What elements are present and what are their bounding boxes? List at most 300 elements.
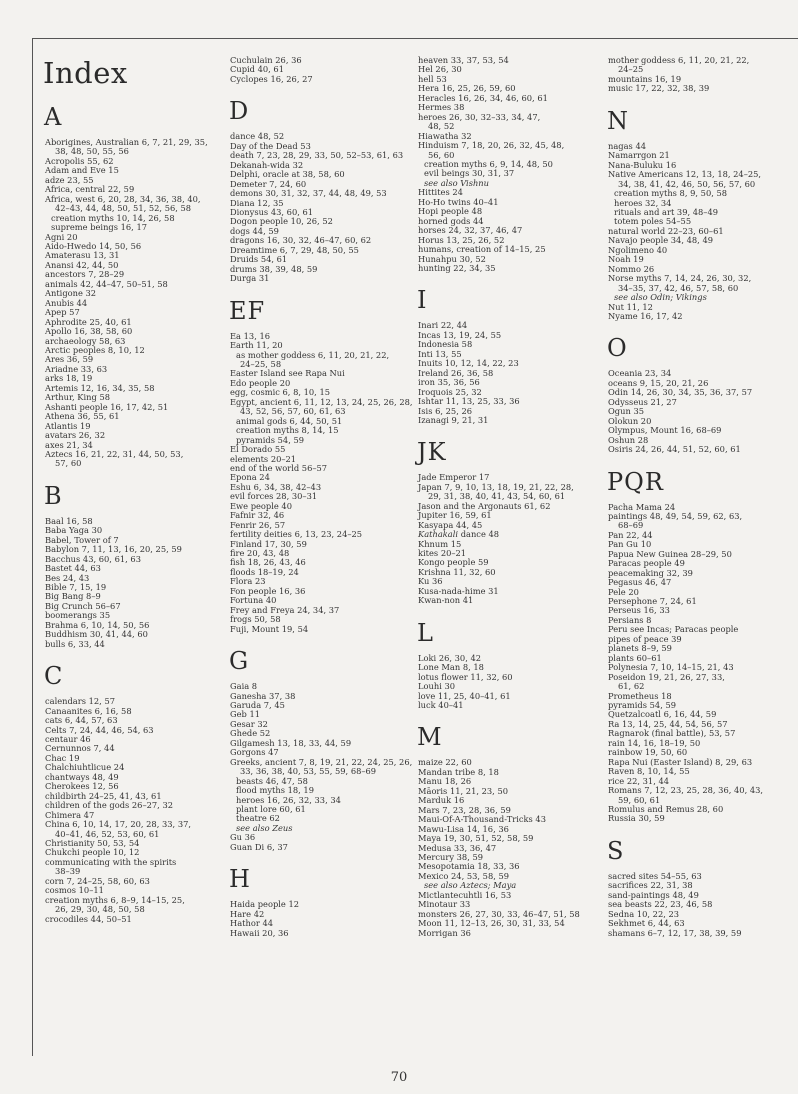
index-see-also: see also Zeus [236, 822, 293, 833]
index-entry: Gilgamesh 13, 18, 33, 44, 59 [230, 737, 352, 748]
index-entry: paintings 48, 49, 54, 59, 62, 63, [608, 510, 743, 521]
index-entry: Mars 7, 23, 28, 36, 59 [418, 804, 511, 815]
index-entry: Hiawatha 32 [418, 130, 472, 141]
index-entry: Ganesha 37, 38 [230, 690, 296, 701]
index-entry: centaur 46 [45, 734, 91, 745]
index-entry-continuation: 33, 36, 38, 40, 53, 55, 59, 68–69 [240, 766, 377, 777]
section-letter: O [607, 334, 628, 363]
index-entry: Christianity 50, 53, 54 [45, 838, 140, 848]
index-entry: corn 7, 24–25, 58, 60, 63 [45, 875, 150, 886]
index-entry: Celts 7, 24, 44, 46, 54, 63 [45, 724, 154, 735]
index-entry: ancestors 7, 28–29 [45, 269, 125, 280]
index-entry: Fenrir 26, 57 [230, 519, 286, 530]
index-entry: Osiris 24, 26, 44, 51, 52, 60, 61 [608, 444, 741, 455]
index-entry: communicating with the spirits [45, 856, 177, 867]
index-entry: Hinduism 7, 18, 20, 26, 32, 45, 48, [418, 140, 565, 151]
section-letter: M [417, 723, 443, 752]
index-entry: Apollo 16, 38, 58, 60 [45, 326, 133, 337]
index-entry: Big Crunch 56–67 [45, 600, 121, 611]
index-entry-continuation: 48, 52 [428, 121, 455, 132]
index-entry-continuation: 57, 60 [55, 458, 82, 469]
index-entry: Hel 26, 30 [418, 64, 462, 75]
index-entry: Inari 22, 44 [418, 320, 468, 331]
index-entry: Nyame 16, 17, 42 [608, 310, 683, 321]
page-number: 70 [390, 1070, 408, 1085]
section-letter: N [607, 106, 629, 135]
index-entry: Odin 14, 26, 30, 34, 35, 36, 37, 57 [608, 387, 753, 398]
index-entry: Atlantis 19 [45, 420, 91, 431]
index-entry: Big Bang 8–9 [45, 591, 101, 602]
index-entry: Aphrodite 25, 40, 61 [45, 316, 132, 327]
index-entry: Hathor 44 [230, 918, 274, 929]
index-entry: Bacchus 43, 60, 61, 63 [45, 553, 141, 564]
index-entry: Babel, Tower of 7 [45, 534, 119, 545]
index-entry: Sedna 10, 22, 23 [608, 908, 680, 919]
index-entry: Cherokees 12, 56 [45, 781, 119, 792]
section-letter: G [229, 647, 250, 676]
index-entry: Pacha Mama 24 [608, 501, 676, 512]
index-entry: Paracas people 49 [608, 558, 685, 569]
index-entry: Anansi 42, 44, 50 [45, 259, 119, 270]
index-entry: Geb 11 [230, 709, 261, 720]
index-entry: kites 20–21 [418, 548, 467, 559]
index-entry: Romulus and Remus 28, 60 [608, 804, 724, 814]
section-letter: I [417, 286, 428, 315]
index-entry: shamans 6–7, 12, 17, 38, 39, 59 [608, 927, 742, 938]
index-entry: Persians 8 [608, 614, 652, 625]
index-entry: sea beasts 22, 23, 46, 58 [608, 899, 713, 910]
index-entry: Mexico 24, 53, 58, 59 [418, 870, 510, 881]
index-entry: Poseidon 19, 21, 26, 27, 33, [608, 671, 725, 682]
index-entry: Olokun 20 [608, 415, 652, 426]
index-entry: animals 42, 44–47, 50–51, 58 [45, 278, 168, 289]
index-entry: Easter Island see Rapa Nui [230, 368, 345, 379]
index-entry: bulls 6, 33, 44 [45, 638, 105, 649]
index-entry: Demeter 7, 24, 60 [230, 178, 307, 189]
index-entry: China 6, 10, 14, 17, 20, 28, 33, 37, [45, 819, 192, 830]
index-entry: elements 20–21 [230, 453, 297, 464]
index-entry: Ku 36 [418, 576, 443, 587]
index-entry: adze 23, 55 [45, 174, 94, 185]
index-entry: frogs 50, 58 [230, 614, 281, 625]
index-entry: sacred sites 54–55, 63 [608, 870, 702, 881]
index-entry: Delphi, oracle at 38, 58, 60 [230, 169, 345, 180]
index-entry: Cernunnos 7, 44 [45, 743, 115, 754]
index-entry: horses 24, 32, 37, 46, 47 [418, 225, 523, 236]
index-entry: Medusa 33, 36, 47 [418, 842, 497, 853]
index-entry: Fortuna 40 [230, 595, 277, 606]
index-entry: Hunahpu 30, 52 [418, 253, 486, 264]
index-entry: Iroquois 25, 32 [418, 386, 482, 397]
index-entry: Hittites 24 [418, 187, 463, 198]
index-entry: Chimera 47 [45, 809, 95, 820]
index-entry: Jason and the Argonauts 61, 62 [418, 500, 551, 511]
index-subentry: totem poles 54–55 [614, 216, 692, 227]
index-entry: Africa, central 22, 59 [45, 184, 135, 195]
index-entry: Ishtar 11, 13, 25, 33, 36 [418, 396, 520, 407]
index-entry: Hera 16, 25, 26, 59, 60 [418, 83, 516, 94]
index-entry: Hare 42 [230, 908, 265, 919]
index-entry: Native Americans 12, 13, 18, 24–25, [608, 169, 762, 180]
index-entry: Earth 11, 20 [230, 340, 283, 351]
index-entry: lotus flower 11, 32, 60 [418, 671, 513, 682]
index-entry: Brahma 6, 10, 14, 50, 56 [45, 619, 150, 630]
index-entry: Dionysus 43, 60, 61 [230, 206, 314, 217]
index-subentry: plant lore 60, 61 [236, 804, 306, 814]
index-entry: sacrifices 22, 31, 38 [608, 880, 693, 891]
index-entry-continuation: 38, 48, 50, 55, 56 [55, 146, 129, 157]
index-subentry: heroes 16, 26, 32, 33, 34 [236, 794, 341, 805]
index-entry: Kwan-non 41 [418, 595, 474, 606]
index-entry: humans, creation of 14–15, 25 [418, 244, 546, 255]
index-entry: Bes 24, 43 [45, 572, 90, 583]
index-entry: Ariadne 33, 63 [45, 363, 108, 374]
index-entry: Buddhism 30, 41, 44, 60 [45, 629, 148, 640]
index-entry: Hawaii 20, 36 [230, 927, 289, 938]
index-entry-pages: dance 48 [458, 529, 500, 540]
index-entry: Oceania 23, 34 [608, 368, 672, 379]
index-entry: Agni 20 [45, 231, 78, 242]
index-entry-continuation: 43, 52, 56, 57, 60, 61, 63 [240, 406, 346, 417]
index-entry: Fon people 16, 36 [230, 585, 306, 596]
index-entry: Pele 20 [608, 586, 639, 597]
index-entry: Peru see Incas; Paracas people [608, 624, 739, 635]
index-entry: hell 53 [418, 73, 447, 84]
index-entry: rain 14, 16, 18–19, 50 [608, 737, 701, 748]
index-entry: Baba Yaga 30 [45, 525, 103, 536]
index-entry-italic: Kathakali [418, 529, 459, 540]
section-letter: B [44, 481, 63, 510]
index-entry: horned gods 44 [418, 215, 484, 226]
index-entry-continuation: 59, 60, 61 [618, 794, 661, 805]
index-entry: pipes of peace 39 [608, 633, 682, 644]
index-entry: Māoris 11, 21, 23, 50 [418, 785, 509, 796]
index-entry: cats 6, 44, 57, 63 [45, 715, 118, 726]
index-entry: Gesar 32 [230, 718, 268, 729]
index-entry: Nut 11, 12 [608, 301, 653, 312]
index-entry: Russia 30, 59 [608, 813, 665, 824]
section-letter: L [417, 618, 434, 647]
index-entry: sand-paintings 48, 49 [608, 889, 699, 900]
index-entry: Ireland 26, 36, 58 [418, 367, 494, 378]
index-entry: pyramids 54, 59 [608, 700, 677, 711]
index-entry: oceans 9, 15, 20, 21, 26 [608, 377, 709, 388]
index-entry: Ares 36, 59 [45, 354, 94, 365]
index-entry: egg, cosmic 6, 8, 10, 15 [230, 387, 331, 398]
index-entry: Day of the Dead 53 [230, 140, 311, 151]
index-subentry: rituals and art 39, 48–49 [614, 206, 719, 217]
index-entry: Aido-Hwedo 14, 50, 56 [45, 240, 142, 251]
index-entry-continuation: 34–35, 37, 42, 46, 57, 58, 60 [618, 282, 739, 293]
index-entry: Finland 17, 30, 59 [230, 538, 307, 549]
index-entry: crocodiles 44, 50–51 [45, 913, 132, 924]
index-subentry: creation myths 6, 9, 14, 48, 50 [424, 158, 553, 169]
index-entry: arks 18, 19 [45, 373, 93, 384]
index-entry: Ngolimeno 40 [608, 244, 668, 255]
index-entry: dogs 44, 59 [230, 225, 279, 236]
index-entry: archaeology 58, 63 [45, 335, 126, 346]
index-entry: Ea 13, 16 [230, 330, 271, 341]
index-entry: planets 8–9, 59 [608, 643, 672, 654]
index-entry: Sekhmet 6, 44, 63 [608, 918, 685, 929]
index-entry: Acropolis 55, 62 [45, 155, 114, 166]
index-entry: Kusa-nada-hime 31 [418, 585, 499, 596]
index-entry: heaven 33, 37, 53, 54 [418, 55, 509, 65]
index-entry: peacemaking 32, 39 [608, 567, 693, 578]
section-letter: A [44, 103, 63, 131]
index-entry: Dreamtime 6, 7, 29, 48, 50, 55 [230, 244, 359, 255]
section-letter: S [607, 836, 625, 865]
index-entry-continuation: 29, 31, 38, 40, 41, 43, 54, 60, 61 [428, 491, 566, 502]
section-letter: C [44, 662, 64, 691]
index-subentry: creation myths 10, 14, 26, 58 [51, 212, 175, 223]
index-entry: Noah 19 [608, 254, 644, 265]
index-entry: Chukchi people 10, 12 [45, 847, 140, 858]
index-entry: children of the gods 26–27, 32 [45, 800, 174, 811]
index-entry: Maui-Of-A-Thousand-Tricks 43 [418, 814, 546, 825]
index-entry: Rapa Nui (Easter Island) 8, 29, 63 [608, 756, 753, 767]
index-entry: Romans 7, 12, 23, 25, 28, 36, 40, 43, [608, 785, 764, 796]
index-entry: Frey and Freya 24, 34, 37 [230, 604, 340, 615]
index-entry: Mawu-Lisa 14, 16, 36 [418, 823, 509, 834]
index-entry: Gaia 8 [230, 681, 258, 692]
index-entry: fertility deities 6, 13, 23, 24–25 [230, 529, 363, 540]
index-entry: Loki 26, 30, 42 [418, 652, 482, 663]
index-entry: fish 18, 26, 43, 46 [230, 557, 306, 568]
index-entry: calendars 12, 57 [45, 696, 116, 707]
index-entry: Mercury 38, 59 [418, 852, 484, 862]
index-entry: evil forces 28, 30–31 [230, 491, 318, 502]
index-entry: Arctic peoples 8, 10, 12 [45, 344, 145, 355]
index-entry-continuation: 26, 29, 30, 48, 50, 58 [55, 904, 145, 915]
index-subentry: creation myths 8, 9, 50, 58 [614, 188, 728, 199]
index-entry: Diana 12, 35 [230, 197, 284, 208]
index-entry: Cuchulain 26, 36 [230, 55, 302, 65]
index-entry: Bastet 44, 63 [45, 563, 101, 574]
index-entry: natural world 22–23, 60–61 [608, 225, 724, 236]
index-entry: Ra 13, 14, 25, 44, 54, 56, 57 [608, 718, 728, 729]
index-entry: Oshun 28 [608, 434, 649, 445]
index-entry: love 11, 25, 40–41, 61 [418, 690, 511, 701]
index-column-4 [608, 56, 763, 938]
index-entry: Lone Man 8, 18 [418, 662, 484, 673]
index-entry: Fafnir 32, 46 [230, 510, 285, 521]
index-entry: Papua New Guinea 28–29, 50 [608, 548, 732, 559]
index-entry: Kongo people 59 [418, 557, 489, 568]
index-entry: Anubis 44 [45, 297, 88, 308]
index-entry: Guan Di 6, 37 [230, 841, 288, 852]
index-entry: iron 35, 36, 56 [418, 377, 480, 388]
index-entry: rainbow 19, 50, 60 [608, 747, 688, 758]
index-see-also: see also Vishnu [424, 177, 489, 188]
index-entry: luck 40–41 [418, 700, 464, 711]
index-column-3 [418, 56, 580, 938]
index-entry: Minotaur 33 [418, 899, 471, 910]
index-entry: Ewe people 40 [230, 500, 292, 511]
index-entry: Antigone 32 [45, 288, 97, 299]
index-subentry: pyramids 54, 59 [236, 434, 305, 445]
index-entry: demons 30, 31, 32, 37, 44, 48, 49, 53 [230, 188, 387, 199]
index-entry: Flora 23 [230, 576, 266, 587]
section-letter: JK [417, 438, 447, 467]
index-subentry: creation myths 8, 14, 15 [236, 425, 339, 436]
index-entry: avatars 26, 32 [45, 430, 106, 441]
index-entry-continuation: 40–41, 46, 52, 53, 60, 61 [55, 828, 160, 839]
index-entry: Raven 8, 10, 14, 55 [608, 766, 690, 777]
index-entry: Eshu 6, 34, 38, 42–43 [230, 481, 322, 492]
index-entry: Ho-Ho twins 40–41 [418, 196, 499, 207]
index-entry: Epona 24 [230, 472, 270, 483]
index-entry: Dogon people 10, 26, 52 [230, 216, 333, 227]
index-entry: Morrigan 36 [418, 927, 471, 938]
index-entry: Chalchiuhtlicue 24 [45, 762, 125, 773]
index-entry: Haida people 12 [230, 899, 300, 910]
index-entry: Athena 36, 55, 61 [45, 411, 120, 422]
index-entry: Jupiter 16, 59, 61 [418, 510, 492, 521]
index-entry: rice 22, 31, 44 [608, 775, 670, 786]
index-entry: Edo people 20 [230, 377, 291, 388]
index-entry: Arthur, King 58 [45, 392, 111, 403]
index-entry-continuation: 61, 62 [618, 681, 645, 692]
index-entry: Navajo people 34, 48, 49 [608, 235, 713, 246]
index-entry: monsters 26, 27, 30, 33, 46–47, 51, 58 [418, 908, 580, 919]
index-entry-continuation: 56, 60 [428, 149, 455, 160]
index-entry: Japan 7, 9, 10, 13, 18, 19, 21, 22, 28, [418, 481, 574, 492]
index-subentry: evil beings 30, 31, 37 [424, 168, 515, 179]
index-entry: Moon 11, 12–13, 26, 30, 31, 33, 54 [418, 918, 565, 929]
index-entry: Inti 13, 55 [418, 348, 462, 359]
index-entry: Durga 31 [230, 273, 270, 284]
index-entry: drums 38, 39, 48, 59 [230, 263, 318, 274]
index-entry: childbirth 24–25, 41, 43, 61 [45, 790, 162, 801]
index-entry: dragons 16, 30, 32, 46–47, 60, 62 [230, 235, 372, 246]
index-entry: fire 20, 43, 48 [230, 548, 290, 559]
index-entry: Mesopotamia 18, 33, 36 [418, 861, 520, 872]
index-subentry: supreme beings 16, 17 [51, 222, 148, 233]
index-entry: Greeks, ancient 7, 8, 19, 21, 22, 24, 25, 26, [230, 756, 413, 767]
index-entry: boomerangs 35 [45, 610, 111, 621]
index-entry: Mictlantecuhtli 16, 53 [418, 889, 512, 900]
index-subentry: heroes 32, 34 [614, 197, 672, 208]
index-entry: Louhi 30 [418, 681, 456, 692]
index-subentry: flood myths 18, 19 [236, 785, 314, 796]
index-entry: creation myths 6, 8–9, 14–15, 25, [45, 894, 185, 905]
index-entry-continuation: 38–39 [55, 866, 81, 877]
index-entry: nagas 44 [608, 140, 647, 151]
section-letter: PQR [607, 467, 664, 496]
index-entry-continuation: 68–69 [618, 520, 644, 531]
index-entry: Dekanah-wida 32 [230, 159, 304, 170]
index-see-also: see also Aztecs; Maya [424, 880, 517, 891]
index-entry: Cupid 40, 61 [230, 64, 284, 75]
index-subentry: theatre 62 [236, 813, 280, 824]
index-entry: Polynesia 7, 10, 14–15, 21, 43 [608, 662, 734, 673]
section-letter: H [229, 865, 251, 894]
index-entry: Pan 22, 44 [608, 529, 653, 540]
index-entry: Perseus 16, 33 [608, 605, 670, 616]
index-entry: Africa, west 6, 20, 28, 34, 36, 38, 40, [45, 193, 201, 204]
index-entry: mountains 16, 19 [608, 73, 682, 84]
index-entry: Heracles 16, 26, 34, 46, 60, 61 [418, 92, 548, 103]
index-entry: Norse myths 7, 14, 24, 26, 30, 32, [608, 273, 752, 284]
index-entry: Manu 18, 26 [418, 776, 472, 787]
index-entry: maize 22, 60 [418, 757, 472, 768]
index-entry: Quetzalcoatl 6, 16, 44, 59 [608, 709, 717, 720]
index-entry: mother goddess 6, 11, 20, 21, 22, [608, 55, 750, 65]
index-entry: Aztecs 16, 21, 22, 31, 44, 50, 53, [45, 448, 184, 459]
index-entry: Druids 54, 61 [230, 254, 288, 265]
index-entry: hunting 22, 34, 35 [418, 262, 496, 273]
index-entry: Mandan tribe 8, 18 [418, 766, 499, 777]
index-see-also: see also Odin; Vikings [614, 292, 707, 303]
index-entry: Gu 36 [230, 832, 256, 843]
index-entry: plants 60–61 [608, 652, 662, 663]
index-entry: Pan Gu 10 [608, 539, 652, 550]
index-entry: Artemis 12, 16, 34, 35, 58 [45, 382, 155, 393]
index-entry: Olympus, Mount 16, 68–69 [608, 425, 722, 436]
index-entry: Baal 16, 58 [45, 515, 93, 526]
index-entry: Nommo 26 [608, 263, 655, 274]
index-entry: end of the world 56–57 [230, 462, 328, 473]
index-entry: Izanagi 9, 21, 31 [418, 414, 489, 425]
index-entry: Hopi people 48 [418, 206, 483, 217]
index-entry: Horus 13, 25, 26, 52 [418, 234, 505, 245]
index-entry: Ashanti people 16, 17, 42, 51 [45, 401, 169, 412]
index-entry: Marduk 16 [418, 795, 465, 806]
index-entry: Ghede 52 [230, 728, 271, 739]
index-entry: Inuits 10, 12, 14, 22, 23 [418, 358, 519, 369]
section-letter: D [229, 97, 250, 126]
index-entry: Cyclopes 16, 26, 27 [230, 73, 313, 84]
index-entry: Amaterasu 13, 31 [45, 250, 120, 261]
section-letter: EF [229, 296, 266, 325]
index-entry: Gorgons 47 [230, 747, 279, 758]
index-entry: Incas 13, 19, 24, 55 [418, 329, 502, 340]
page-title: Index [43, 56, 128, 90]
index-entry: Adam and Eve 15 [45, 165, 119, 176]
index-entry-continuation: 34, 38, 41, 42, 46, 50, 56, 57, 60 [618, 178, 756, 189]
index-entry: Ragnarok (final battle), 53, 57 [608, 728, 736, 739]
index-entry: Maya 19, 30, 51, 52, 58, 59 [418, 833, 534, 844]
index-entry: death 7, 23, 28, 29, 33, 50, 52–53, 61, 63 [230, 150, 404, 161]
index-entry: Garuda 7, 45 [230, 700, 285, 711]
index-entry: Pegasus 46, 47 [608, 577, 672, 588]
index-entry: Kasyapa 44, 45 [418, 519, 483, 530]
index-entry: axes 21, 34 [45, 439, 93, 450]
index-entry: music 17, 22, 32, 38, 39 [608, 83, 710, 94]
index-entry: heroes 26, 30, 32–33, 34, 47, [418, 111, 541, 122]
index-entry: chantways 48, 49 [45, 771, 119, 782]
index-entry: Fuji, Mount 19, 54 [230, 623, 309, 634]
index-entry: Ogun 35 [608, 406, 644, 417]
index-entry: Jade Emperor 17 [418, 472, 490, 483]
index-entry: Indonesia 58 [418, 339, 473, 350]
index-entry: Bible 7, 15, 19 [45, 582, 107, 593]
index-entry: cosmos 10–11 [45, 885, 104, 896]
index-subentry: beasts 46, 47, 58 [236, 775, 308, 786]
index-entry: Egypt, ancient 6, 11, 12, 13, 24, 25, 26, 28, [230, 396, 413, 407]
index-entry: dance 48, 52 [230, 131, 285, 142]
index-entry: Canaanites 6, 16, 58 [45, 705, 132, 716]
index-column-1 [45, 56, 208, 924]
index-entry: Odysseus 21, 27 [608, 396, 677, 407]
index-entry: Hermes 38 [418, 102, 465, 113]
index-entry: Krishna 11, 32, 60 [418, 566, 496, 577]
index-entry: floods 18–19, 24 [230, 566, 299, 577]
index-entry: Prometheus 18 [608, 690, 672, 701]
index-entry: Namarrgon 21 [608, 150, 670, 161]
index-entry: Nana-Buluku 16 [608, 159, 677, 170]
